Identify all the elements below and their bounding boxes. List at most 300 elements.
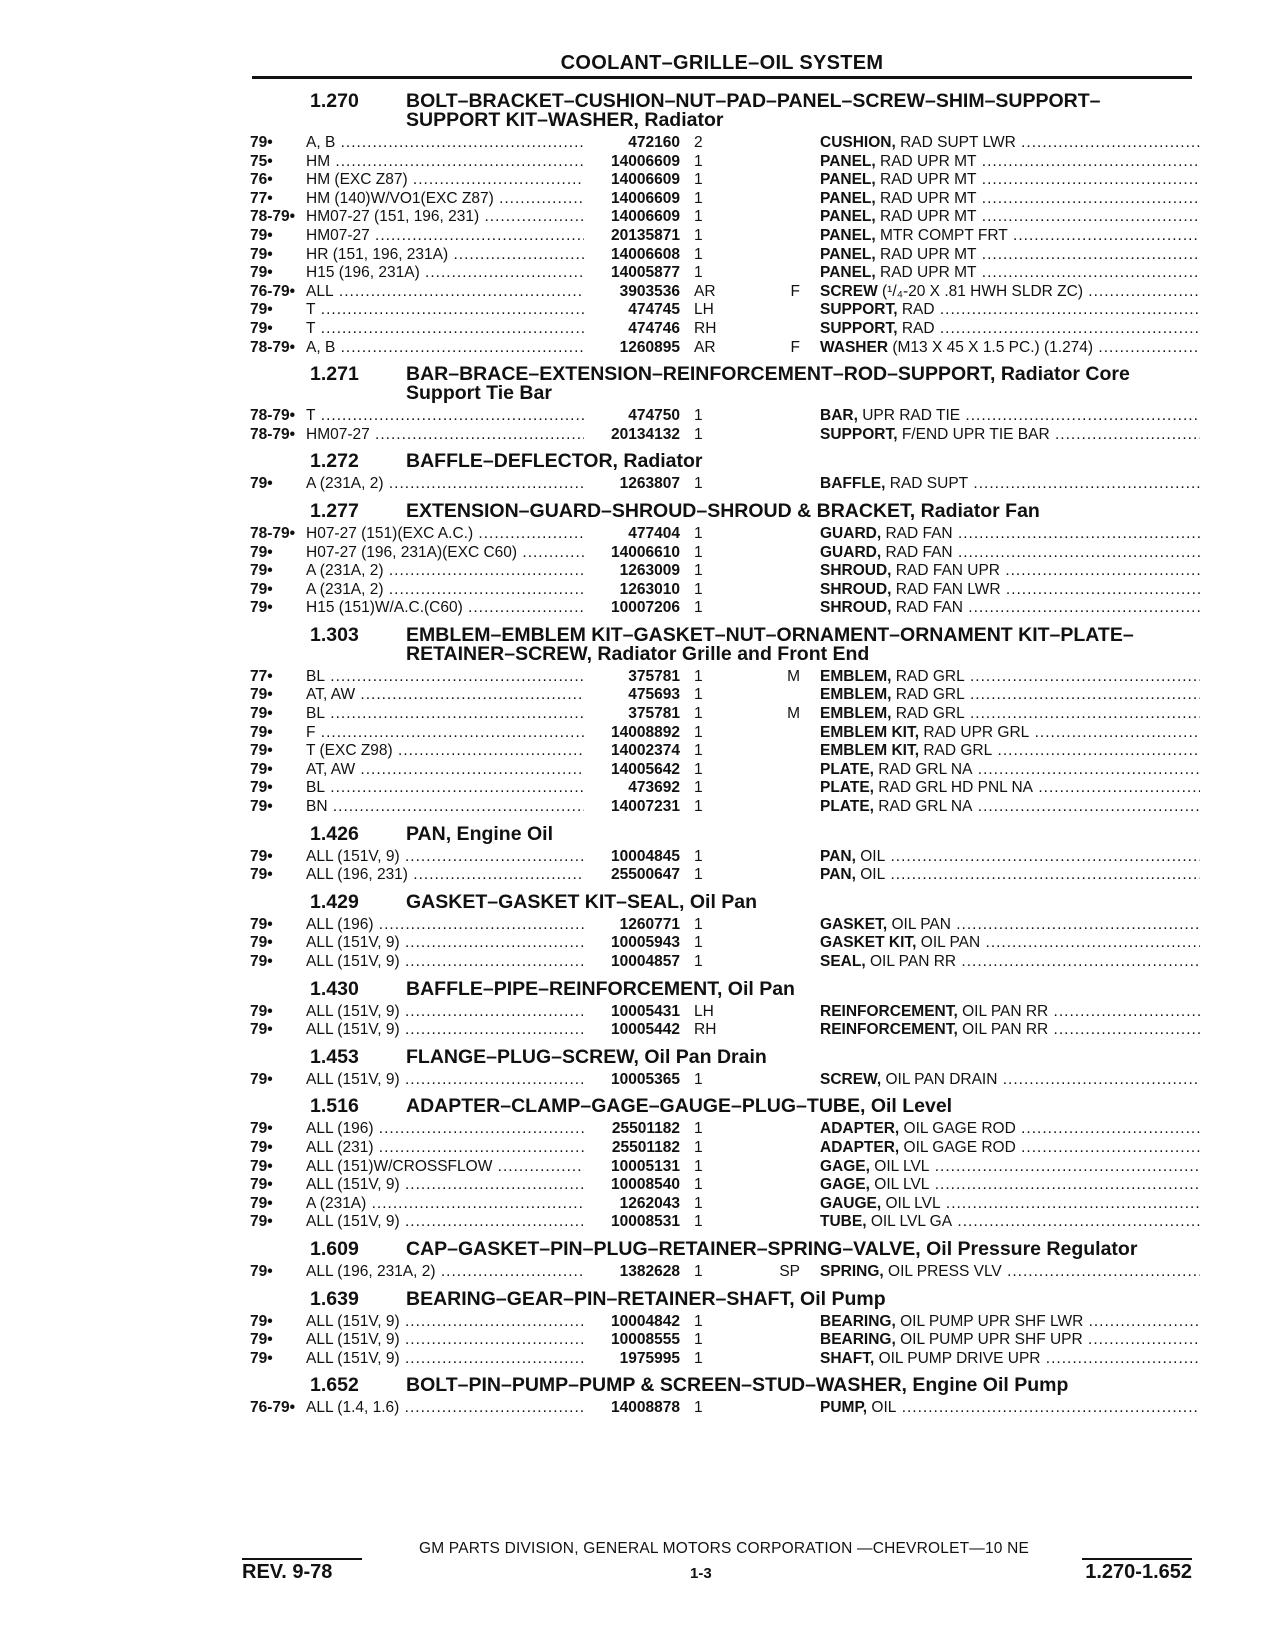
model-year: 79• — [250, 798, 273, 816]
quantity: 1 — [694, 1070, 703, 1088]
application: T (EXC Z98) ..... — [306, 742, 584, 761]
part-number: 1975995 — [619, 1349, 680, 1367]
parts-section — [250, 1368, 1200, 1418]
part-detail: OIL PUMP UPR SHF UPR — [900, 1331, 1083, 1349]
part-row — [250, 581, 1200, 600]
part-name: PANEL, — [820, 208, 876, 226]
part-row — [250, 1263, 1200, 1282]
part-row — [250, 1158, 1200, 1177]
part-name: ADAPTER, — [820, 1138, 900, 1156]
application: H15 (196, 231A) ..... — [306, 264, 584, 283]
parts-section — [250, 1040, 1200, 1090]
parts-section — [250, 357, 1200, 444]
part-name: EMBLEM KIT, — [820, 723, 920, 741]
section-title: BAFFLE–DEFLECTOR, Radiator — [406, 450, 703, 473]
part-number: 14006609 — [611, 208, 680, 226]
description — [820, 227, 1200, 246]
model-year: 77• — [250, 667, 273, 685]
model-year: 79• — [250, 319, 273, 337]
description — [820, 1399, 1200, 1418]
part-detail: (M13 X 45 X 1.5 PC.) (1.274) — [892, 338, 1094, 356]
part-name: BEARING, — [820, 1312, 896, 1330]
code — [740, 407, 820, 426]
part-row — [250, 320, 1200, 339]
part-detail: RAD GRL — [895, 686, 965, 704]
description — [820, 1263, 1200, 1282]
code — [740, 953, 820, 972]
part-detail: RAD UPR MT — [880, 245, 977, 263]
model-year: 79• — [250, 760, 273, 778]
part-number: 14002374 — [611, 742, 680, 760]
part-detail: OIL LVL — [885, 1194, 941, 1212]
part-name: SHROUD, — [820, 562, 892, 580]
part-name: REINFORCEMENT, — [820, 1002, 958, 1020]
code — [740, 686, 820, 705]
description — [820, 525, 1200, 544]
part-row — [250, 848, 1200, 867]
part-number: 14008878 — [611, 1399, 680, 1417]
quantity: 1 — [694, 580, 703, 598]
code — [740, 581, 820, 600]
page-title: COOLANT–GRILLE–OIL SYSTEM — [560, 52, 884, 74]
part-detail: (¹/₄-20 X .81 HWH SLDR ZC) — [882, 282, 1083, 300]
code — [740, 426, 820, 445]
quantity: RH — [694, 319, 717, 337]
part-row — [250, 1313, 1200, 1332]
model-year: 79• — [250, 1312, 273, 1330]
model-year: 79• — [250, 134, 273, 151]
description — [820, 581, 1200, 600]
quantity: 1 — [694, 1176, 703, 1194]
part-detail: RAD — [901, 319, 935, 337]
code — [740, 1176, 820, 1195]
application: BL ..... — [306, 668, 584, 687]
part-number: 477404 — [628, 524, 680, 542]
part-row — [250, 475, 1200, 494]
code — [740, 320, 820, 339]
part-name: GUARD, — [820, 524, 882, 542]
part-name: EMBLEM, — [820, 705, 892, 723]
model-year: 79• — [250, 1002, 273, 1020]
part-name: PANEL, — [820, 226, 876, 244]
code — [740, 779, 820, 798]
application: ALL (151V, 9) ..... — [306, 934, 584, 953]
part-number: 10008531 — [611, 1213, 680, 1231]
description — [820, 426, 1200, 445]
part-detail: RAD FAN — [885, 524, 953, 542]
model-year: 78-79• — [250, 425, 296, 443]
part-number: 1262043 — [619, 1194, 680, 1212]
model-year: 76-79• — [250, 282, 296, 300]
part-name: SUPPORT, — [820, 425, 898, 443]
application: ALL (1.4, 1.6) ..... — [306, 1399, 584, 1418]
part-row — [250, 742, 1200, 761]
quantity: 1 — [694, 189, 703, 207]
section-title: BOLT–BRACKET–CUSHION–NUT–PAD–PANEL–SCREW–SHIM–SUPPORT–SUPPORT KIT–WASHER, Radiator — [406, 90, 1101, 131]
part-detail: OIL PUMP DRIVE UPR — [878, 1349, 1041, 1367]
part-row — [250, 153, 1200, 172]
code — [740, 208, 820, 227]
application: ALL (151)W/CROSSFLOW ..... — [306, 1158, 584, 1177]
description — [820, 686, 1200, 705]
code — [740, 1021, 820, 1040]
application: HM07-27 ..... — [306, 227, 584, 246]
application: F ..... — [306, 724, 584, 743]
part-row — [250, 190, 1200, 209]
model-year: 76-79• — [250, 1399, 296, 1417]
description — [820, 264, 1200, 283]
quantity: 1 — [694, 1262, 703, 1280]
description — [820, 1313, 1200, 1332]
application: HR (151, 196, 231A) ..... — [306, 246, 584, 265]
code — [740, 544, 820, 563]
quantity: 1 — [694, 245, 703, 263]
part-number: 474750 — [628, 407, 680, 425]
model-year: 79• — [250, 562, 273, 580]
description — [820, 1003, 1200, 1022]
application: A (231A, 2) ..... — [306, 581, 584, 600]
section-number: 1.271 — [310, 363, 359, 386]
part-name: GUARD, — [820, 543, 882, 561]
part-number: 20135871 — [611, 226, 680, 244]
part-name: GAGE, — [820, 1176, 870, 1194]
part-row — [250, 171, 1200, 190]
part-row — [250, 798, 1200, 817]
application: AT, AW ..... — [306, 761, 584, 780]
section-heading — [250, 1232, 1200, 1263]
part-detail: RAD GRL — [895, 667, 965, 685]
model-year: 79• — [250, 686, 273, 704]
section-number: 1.270 — [310, 90, 359, 112]
part-name: SCREW — [820, 282, 878, 300]
part-detail: OIL LVL — [874, 1157, 930, 1175]
quantity: 1 — [694, 1349, 703, 1367]
part-number: 375781 — [628, 667, 680, 685]
application: ALL ..... — [306, 283, 584, 302]
part-row — [250, 953, 1200, 972]
section-number: 1.430 — [310, 977, 359, 1000]
code — [740, 848, 820, 867]
part-name: ADAPTER, — [820, 1120, 900, 1138]
parts-section — [250, 972, 1200, 1040]
part-number: 474746 — [628, 319, 680, 337]
part-number: 14006608 — [611, 245, 680, 263]
code: SP — [779, 1262, 800, 1280]
model-year: 79• — [250, 226, 273, 244]
part-number: 10004842 — [611, 1312, 680, 1330]
description — [820, 1021, 1200, 1040]
application: ALL (151V, 9) ..... — [306, 1021, 584, 1040]
quantity: 1 — [694, 264, 703, 282]
quantity: 1 — [694, 705, 703, 723]
part-row — [250, 1350, 1200, 1369]
part-name: EMBLEM, — [820, 686, 892, 704]
section-title: BOLT–PIN–PUMP–PUMP & SCREEN–STUD–WASHER, Engine Oil Pump — [406, 1374, 1069, 1397]
part-row — [250, 339, 1200, 358]
application: ALL (151V, 9) ..... — [306, 1313, 584, 1332]
model-year: 79• — [250, 915, 273, 933]
section-title: CAP–GASKET–PIN–PLUG–RETAINER–SPRING–VALVE, Oil Pressure Regulator — [406, 1237, 1138, 1260]
application: HM ..... — [306, 153, 584, 172]
section-title: EXTENSION–GUARD–SHROUD–SHROUD & BRACKET, Radiator Fan — [406, 499, 1040, 522]
description — [820, 301, 1200, 320]
description — [820, 934, 1200, 953]
code — [740, 134, 820, 153]
application: ALL (231) ..... — [306, 1139, 584, 1158]
part-number: 1263010 — [619, 580, 680, 598]
quantity: 1 — [694, 208, 703, 226]
code: F — [790, 282, 800, 300]
section-number: 1.429 — [310, 890, 359, 913]
quantity: 1 — [694, 1331, 703, 1349]
section-number: 1.426 — [310, 822, 359, 845]
application: ALL (196) ..... — [306, 1120, 584, 1139]
description — [820, 953, 1200, 972]
section-heading — [250, 1368, 1200, 1399]
code — [740, 934, 820, 953]
section-title: BAFFLE–PIPE–REINFORCEMENT, Oil Pan — [406, 977, 795, 1000]
section-heading — [250, 357, 1200, 407]
section-heading — [250, 885, 1200, 916]
quantity: AR — [694, 282, 716, 300]
application: ALL (196, 231) ..... — [306, 866, 584, 885]
description — [820, 705, 1200, 724]
code — [740, 724, 820, 743]
part-detail: RAD UPR MT — [880, 171, 977, 189]
part-number: 1382628 — [619, 1262, 680, 1280]
section-number: 1.277 — [310, 499, 359, 522]
section-heading — [250, 1040, 1200, 1071]
description — [820, 171, 1200, 190]
quantity: 1 — [694, 1312, 703, 1330]
part-row — [250, 208, 1200, 227]
model-year: 79• — [250, 705, 273, 723]
part-number: 10005431 — [611, 1002, 680, 1020]
parts-section — [250, 1089, 1200, 1232]
part-number: 20134132 — [611, 425, 680, 443]
quantity: 1 — [694, 171, 703, 189]
description — [820, 475, 1200, 494]
part-number: 474745 — [628, 301, 680, 319]
part-row — [250, 1139, 1200, 1158]
description — [820, 1176, 1200, 1195]
code — [740, 1213, 820, 1232]
section-heading — [250, 1089, 1200, 1120]
model-year: 79• — [250, 245, 273, 263]
part-row — [250, 264, 1200, 283]
part-row — [250, 779, 1200, 798]
part-name: GAGE, — [820, 1157, 870, 1175]
description — [820, 779, 1200, 798]
part-row — [250, 426, 1200, 445]
part-row — [250, 283, 1200, 302]
application: H07-27 (151)(EXC A.C.) ..... — [306, 525, 584, 544]
application: ALL (151V, 9) ..... — [306, 1003, 584, 1022]
application: ALL (151V, 9) ..... — [306, 1331, 584, 1350]
part-number: 14006609 — [611, 152, 680, 170]
part-row — [250, 1021, 1200, 1040]
parts-section — [250, 618, 1200, 817]
part-name: PANEL, — [820, 245, 876, 263]
part-row — [250, 134, 1200, 153]
footer-range: 1.270-1.652 — [1085, 1561, 1192, 1583]
part-number: 10004845 — [611, 847, 680, 865]
part-number: 10005131 — [611, 1157, 680, 1175]
description — [820, 407, 1200, 426]
part-number: 14007231 — [611, 798, 680, 816]
application: ALL (151V, 9) ..... — [306, 1071, 584, 1090]
model-year: 79• — [250, 599, 273, 617]
application: ALL (196, 231A, 2) ..... — [306, 1263, 584, 1282]
quantity: 1 — [694, 779, 703, 797]
part-row — [250, 1213, 1200, 1232]
description — [820, 1213, 1200, 1232]
model-year: 79• — [250, 580, 273, 598]
parts-section — [250, 494, 1200, 618]
part-detail: RAD GRL NA — [878, 760, 973, 778]
part-name: BAFFLE, — [820, 475, 886, 493]
quantity: 1 — [694, 723, 703, 741]
model-year: 79• — [250, 543, 273, 561]
application: T ..... — [306, 407, 584, 426]
part-detail: OIL PRESS VLV — [888, 1262, 1002, 1280]
part-number: 475693 — [628, 686, 680, 704]
part-detail: RAD SUPT — [889, 475, 969, 493]
code — [740, 475, 820, 494]
quantity: 1 — [694, 425, 703, 443]
part-row — [250, 1176, 1200, 1195]
application: ALL (151V, 9) ..... — [306, 848, 584, 867]
parts-section — [250, 1232, 1200, 1282]
part-name: GASKET KIT, — [820, 934, 917, 952]
model-year: 79• — [250, 1194, 273, 1212]
part-number: 1260771 — [619, 915, 680, 933]
model-year: 79• — [250, 934, 273, 952]
part-name: EMBLEM, — [820, 667, 892, 685]
code — [740, 1350, 820, 1369]
application: ALL (196) ..... — [306, 916, 584, 935]
description — [820, 848, 1200, 867]
footer-division: GM PARTS DIVISION, GENERAL MOTORS CORPORATION —CHEVROLET—10 NE — [418, 1540, 1030, 1557]
description — [820, 1158, 1200, 1177]
application: A, B ..... — [306, 339, 584, 358]
code: M — [787, 667, 800, 685]
part-number: 25501182 — [611, 1120, 680, 1138]
description — [820, 208, 1200, 227]
model-year: 78-79• — [250, 338, 296, 356]
code — [740, 246, 820, 265]
application: BL ..... — [306, 705, 584, 724]
part-detail: UPR RAD TIE — [862, 407, 961, 425]
quantity: 1 — [694, 686, 703, 704]
quantity: 1 — [694, 562, 703, 580]
code — [740, 525, 820, 544]
part-name: BAR, — [820, 407, 858, 425]
part-detail: OIL LVL GA — [870, 1213, 953, 1231]
part-detail: RAD UPR GRL — [923, 723, 1030, 741]
section-heading — [250, 444, 1200, 475]
part-detail: RAD UPR MT — [880, 264, 977, 282]
part-row — [250, 1331, 1200, 1350]
model-year: 79• — [250, 1138, 273, 1156]
part-name: PLATE, — [820, 760, 874, 778]
part-name: WASHER — [820, 338, 889, 356]
quantity: 1 — [694, 760, 703, 778]
section-number: 1.516 — [310, 1095, 359, 1118]
parts-section — [250, 885, 1200, 972]
code: F — [790, 338, 800, 356]
quantity: RH — [694, 1021, 717, 1039]
section-title: FLANGE–PLUG–SCREW, Oil Pan Drain — [406, 1045, 767, 1068]
description — [820, 916, 1200, 935]
quantity: 1 — [694, 847, 703, 865]
quantity: 1 — [694, 953, 703, 970]
part-detail: RAD FAN — [885, 543, 953, 561]
part-name: PLATE, — [820, 798, 874, 816]
application: A (231A, 2) ..... — [306, 562, 584, 581]
quantity: 1 — [694, 915, 703, 933]
description — [820, 742, 1200, 761]
application: BL ..... — [306, 779, 584, 798]
part-row — [250, 705, 1200, 724]
part-name: PANEL, — [820, 152, 876, 170]
part-row — [250, 668, 1200, 687]
part-name: PANEL, — [820, 264, 876, 282]
part-row — [250, 407, 1200, 426]
code — [740, 866, 820, 885]
code — [740, 599, 820, 618]
part-name: SEAL, — [820, 953, 866, 970]
part-row — [250, 1003, 1200, 1022]
part-name: SPRING, — [820, 1262, 884, 1280]
description — [820, 1331, 1200, 1350]
parts-section — [250, 84, 1200, 357]
quantity: LH — [694, 301, 714, 319]
quantity: 1 — [694, 798, 703, 816]
part-detail: OIL PAN — [920, 934, 981, 952]
part-detail: OIL PUMP UPR SHF LWR — [900, 1312, 1084, 1330]
description — [820, 668, 1200, 687]
application: AT, AW ..... — [306, 686, 584, 705]
part-detail: OIL GAGE ROD — [903, 1120, 1016, 1138]
model-year: 78-79• — [250, 524, 296, 542]
description — [820, 599, 1200, 618]
part-name: BEARING, — [820, 1331, 896, 1349]
model-year: 75• — [250, 152, 273, 170]
application: A (231A, 2) ..... — [306, 475, 584, 494]
description — [820, 866, 1200, 885]
quantity: 1 — [694, 407, 703, 425]
description — [820, 761, 1200, 780]
description — [820, 134, 1200, 153]
description — [820, 1139, 1200, 1158]
section-title: GASKET–GASKET KIT–SEAL, Oil Pan — [406, 890, 758, 913]
application: H07-27 (196, 231A)(EXC C60) ..... — [306, 544, 584, 563]
part-name: CUSHION, — [820, 134, 896, 151]
part-detail: RAD UPR MT — [880, 152, 977, 170]
model-year: 79• — [250, 1070, 273, 1088]
quantity: 1 — [694, 152, 703, 170]
application: ALL (151V, 9) ..... — [306, 953, 584, 972]
part-number: 10008555 — [611, 1331, 680, 1349]
application: ALL (151V, 9) ..... — [306, 1350, 584, 1369]
code: M — [787, 705, 800, 723]
part-name: SHROUD, — [820, 599, 892, 617]
section-heading — [250, 1282, 1200, 1313]
section-heading — [250, 817, 1200, 848]
code — [740, 761, 820, 780]
part-detail: RAD — [901, 301, 935, 319]
